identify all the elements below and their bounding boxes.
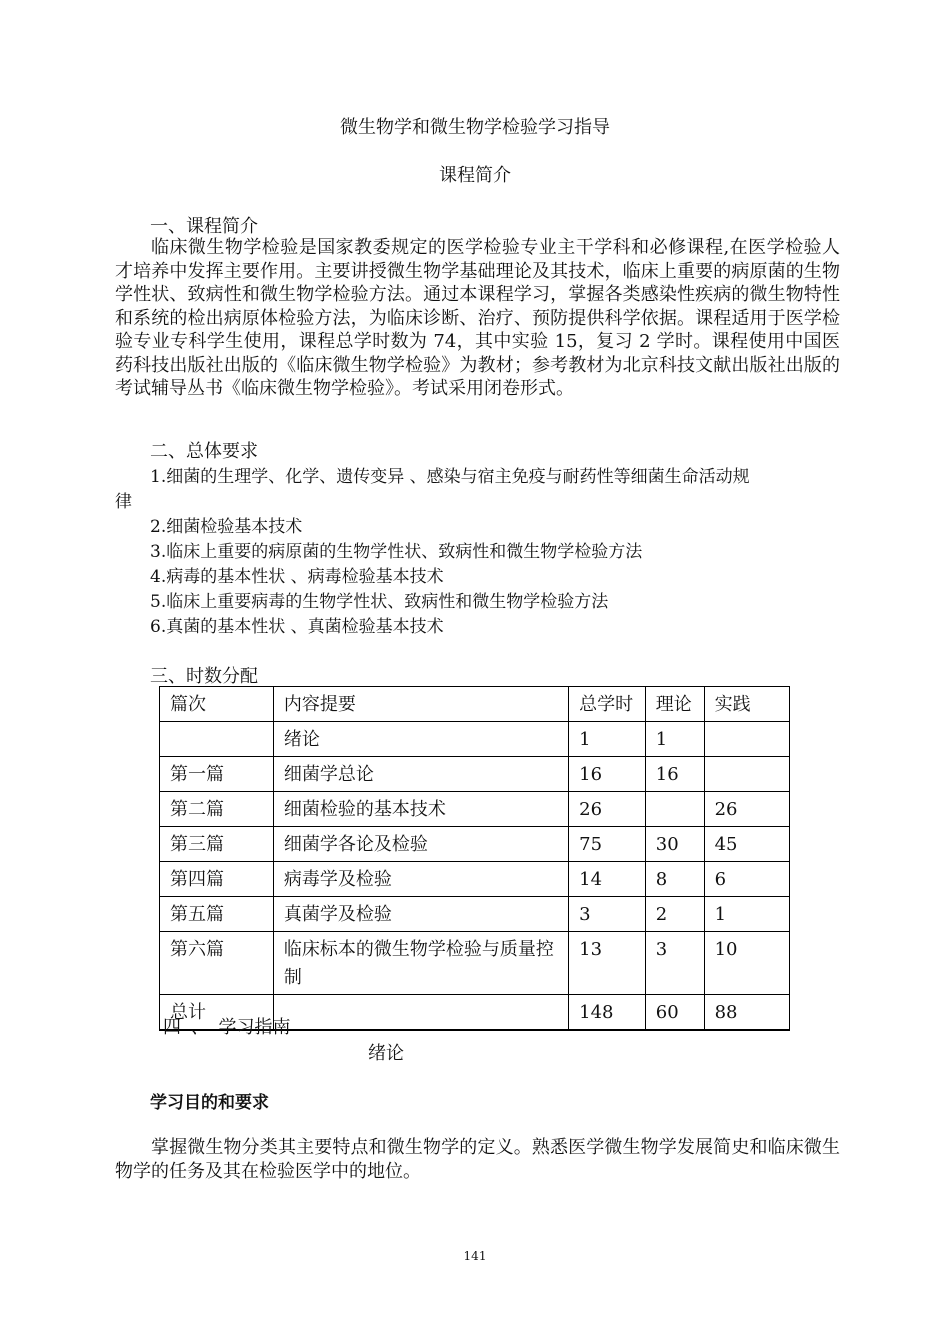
table-cell: 细菌学总论 bbox=[273, 757, 568, 792]
table-cell: 45 bbox=[704, 827, 789, 862]
table-cell: 60 bbox=[645, 995, 704, 1031]
table-cell: 3 bbox=[569, 897, 646, 932]
table-cell: 10 bbox=[704, 932, 789, 995]
table-cell: 第五篇 bbox=[160, 897, 274, 932]
table-cell: 26 bbox=[704, 792, 789, 827]
table-cell: 真菌学及检验 bbox=[273, 897, 568, 932]
table-row bbox=[160, 722, 790, 757]
table-cell: 临床标本的微生物学检验与质量控制 bbox=[273, 932, 568, 995]
chapter-title: 绪论 bbox=[368, 1043, 404, 1064]
table-cell: 16 bbox=[645, 757, 704, 792]
table-cell: 病毒学及检验 bbox=[273, 862, 568, 897]
table-cell: 第四篇 bbox=[160, 862, 274, 897]
table-cell: 第二篇 bbox=[160, 792, 274, 827]
section1-heading: 一、课程简介 bbox=[150, 216, 258, 237]
table-cell: 6 bbox=[704, 862, 789, 897]
table-cell: 13 bbox=[569, 932, 646, 995]
table-cell: 2 bbox=[645, 897, 704, 932]
table-row bbox=[160, 827, 790, 862]
table-row bbox=[160, 932, 790, 995]
table-cell: 总计 bbox=[160, 995, 274, 1031]
table-row bbox=[160, 897, 790, 932]
section3-heading: 三、时数分配 bbox=[150, 666, 258, 687]
section1-paragraph: 临床微生物学检验是国家教委规定的医学检验专业主干学科和必修课程,在医学检验人才培养中发挥主要作用。主要讲授微生物学基础理论及其技术，临床上重要的病原菌的生物学性状、致病性和微生物学检验方法。通过本课程学习，掌握各类感染性疾病的微生物特性和系统的检出病原体检验方法，为临床诊断、治疗、预防提供科学依据。课程适用于医学检验专业专科学生使用，课程总学时数为 74，其中实验 15，复习 2 学时。课程使用中国医药科技出版社出版的《临床微生物学检验》为教材；参考教材为北京科技文献出版社出版的考试辅导丛书《临床微生物学检验》。考试采用闭卷形式。 bbox=[115, 237, 840, 399]
table-cell: 88 bbox=[704, 995, 789, 1031]
table-cell bbox=[160, 722, 274, 757]
table-cell: 绪论 bbox=[273, 722, 568, 757]
header-cell: 篇次 bbox=[160, 687, 274, 722]
table-cell bbox=[704, 757, 789, 792]
table-cell: 8 bbox=[645, 862, 704, 897]
table-cell: 第一篇 bbox=[160, 757, 274, 792]
page-number: 141 bbox=[463, 1249, 487, 1263]
table-cell: 148 bbox=[569, 995, 646, 1031]
requirement-item-2: 2.细菌检验基本技术 bbox=[150, 517, 303, 537]
table-row bbox=[160, 792, 790, 827]
header-cell: 内容提要 bbox=[273, 687, 568, 722]
course-intro-title: 课程简介 bbox=[439, 165, 511, 186]
requirement-item-5: 5.临床上重要病毒的生物学性状、致病性和微生物学检验方法 bbox=[150, 592, 609, 612]
table-cell bbox=[645, 792, 704, 827]
objectives-heading: 学习目的和要求 bbox=[150, 1093, 269, 1113]
table-cell: 1 bbox=[569, 722, 646, 757]
table-cell: 14 bbox=[569, 862, 646, 897]
table-cell: 第六篇 bbox=[160, 932, 274, 995]
document-title: 微生物学和微生物学检验学习指导 bbox=[340, 117, 610, 138]
table-cell bbox=[273, 995, 568, 1031]
table-cell: 细菌学各论及检验 bbox=[273, 827, 568, 862]
requirement-item-1-cont: 律 bbox=[115, 492, 132, 512]
table-row bbox=[160, 862, 790, 897]
header-cell: 总学时 bbox=[569, 687, 646, 722]
table-cell: 30 bbox=[645, 827, 704, 862]
table-cell: 16 bbox=[569, 757, 646, 792]
section2-heading: 二、总体要求 bbox=[150, 441, 258, 462]
table-cell: 75 bbox=[569, 827, 646, 862]
header-cell: 实践 bbox=[704, 687, 789, 722]
table-header-row bbox=[160, 687, 790, 722]
table-cell: 26 bbox=[569, 792, 646, 827]
table-cell: 细菌检验的基本技术 bbox=[273, 792, 568, 827]
requirement-item-4: 4.病毒的基本性状 、病毒检验基本技术 bbox=[150, 567, 444, 587]
table-cell bbox=[704, 722, 789, 757]
requirement-item-3: 3.临床上重要的病原菌的生物学性状、致病性和微生物学检验方法 bbox=[150, 542, 643, 562]
table-cell: 第三篇 bbox=[160, 827, 274, 862]
header-cell: 理论 bbox=[645, 687, 704, 722]
requirement-item-1: 1.细菌的生理学、化学、遗传变异 、感染与宿主免疫与耐药性等细菌生命活动规 bbox=[150, 467, 750, 487]
table-cell: 3 bbox=[645, 932, 704, 995]
requirement-item-6: 6.真菌的基本性状 、真菌检验基本技术 bbox=[150, 617, 444, 637]
hours-table bbox=[159, 686, 790, 1031]
table-cell: 1 bbox=[704, 897, 789, 932]
section4-heading: 四 、 学习指南 bbox=[163, 1017, 291, 1038]
table-cell: 1 bbox=[645, 722, 704, 757]
table-row bbox=[160, 757, 790, 792]
objectives-paragraph: 掌握微生物分类其主要特点和微生物学的定义。熟悉医学微生物学发展简史和临床微生物学的任务及其在检验医学中的地位。 bbox=[115, 1137, 840, 1182]
